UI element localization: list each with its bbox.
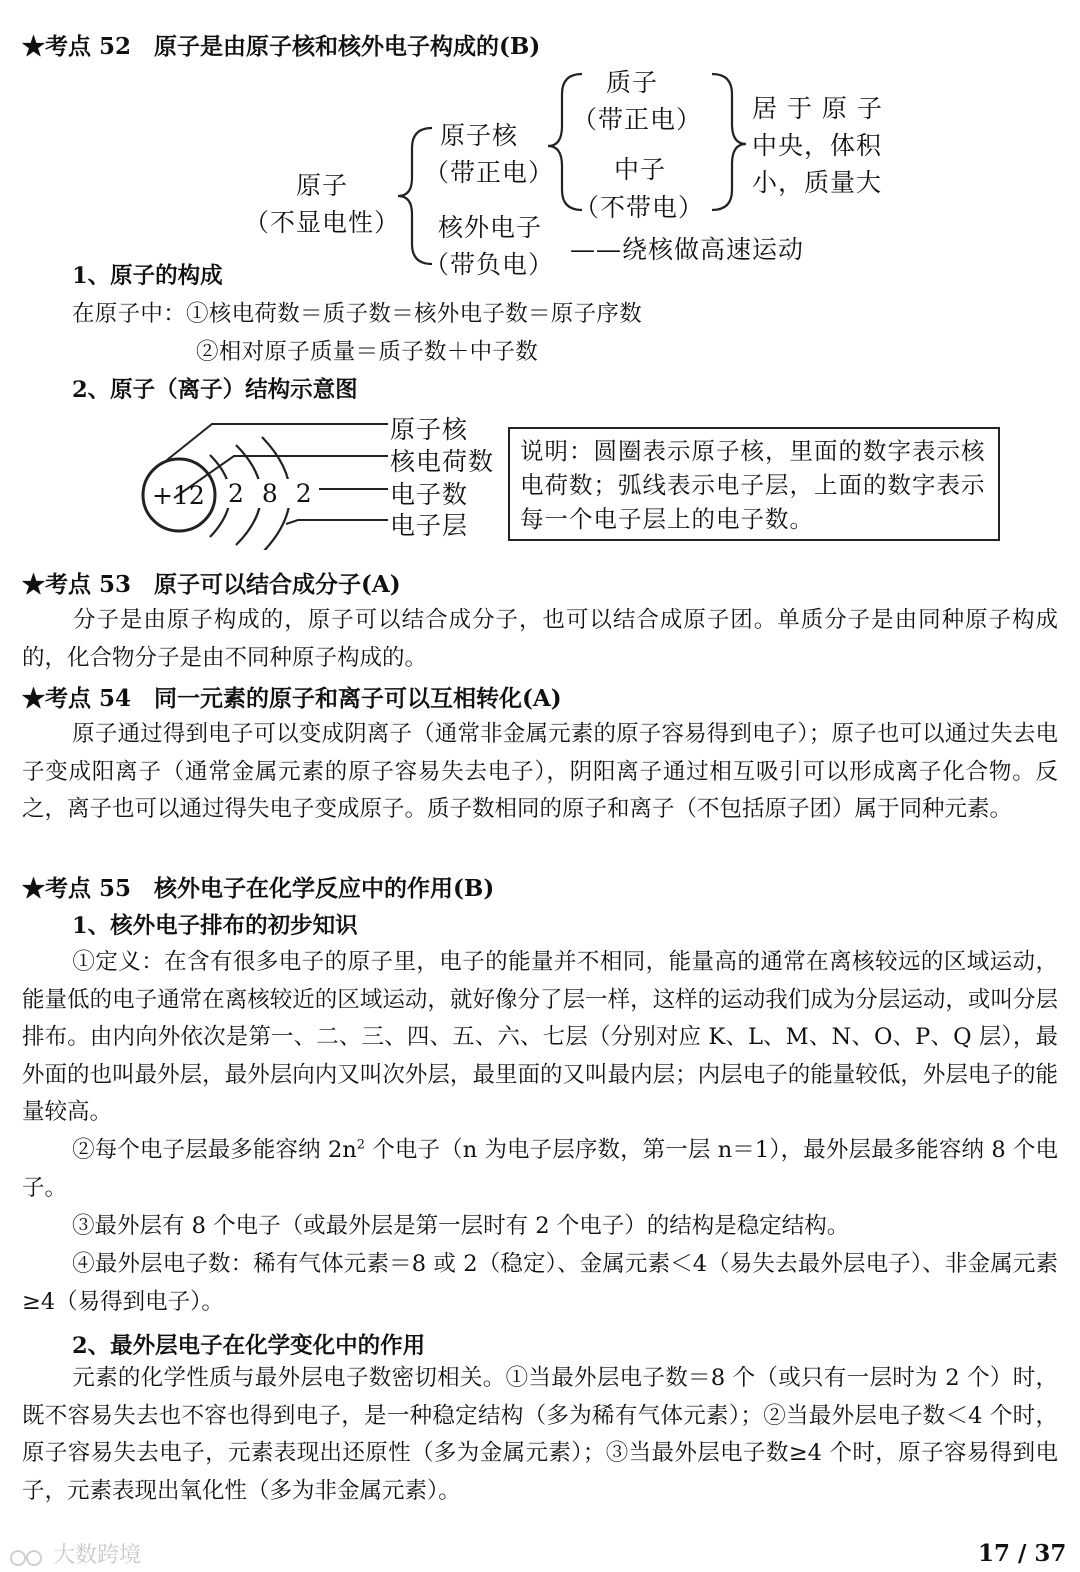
heading-kd55: ★考点 55 核外电子在化学反应中的作用(B): [22, 875, 495, 902]
subheading-outer-electron-role: 2、最外层电子在化学变化中的作用: [72, 1333, 426, 1359]
electron-note: ——绕核做高速运动: [570, 235, 805, 264]
nucleus-charge-value: +12: [152, 481, 205, 510]
neutron-charge-label: （不带电）: [574, 193, 705, 222]
paragraph-kd54: [22, 716, 1058, 829]
capacity-text-a: ②每个电子层最多能容纳 2n: [72, 1137, 357, 1163]
paragraph-kd54-text: 原子通过得到电子可以变成阴离子（通常非金属元素的原子容易得到电子）；原子也可以通过失去电子变成阳离子（通常金属元素的原子容易失去电子），阴阳离子通过相互吸引可以形成离子化合物。反之，离子也可以通过得失电子变成原子。质子数相同的原子和离子（不包括原子团）属于同种元素。: [22, 721, 1058, 823]
label-nucleus: 原子核: [390, 415, 469, 444]
brace-atom: [398, 128, 432, 264]
proton-charge-label: （带正电）: [572, 105, 703, 134]
atom-rule-1: 在原子中：①核电荷数＝质子数＝核外电子数＝原子序数: [72, 301, 643, 327]
atom-charge-label: （不显电性）: [244, 208, 401, 237]
page-number: 17 / 37: [978, 1540, 1067, 1567]
subheading-structure-diagram: 2、原子（离子）结构示意图: [72, 377, 358, 403]
paragraph-definition-text: ①定义：在含有很多电子的原子里，电子的能量并不相同，能量高的通常在离核较远的区域运动，能量低的电子通常在离核较近的区域运动，就好像分了层一样，这样的运动我们成为分层运动，或叫分层排布。由内向外依次是第一、二、三、四、五、六、七层（分别对应 K、L、M、N、O、P、Q 层），最外面的也叫最外层，最外层向内又叫次外层，最里面的又叫最内层；内层电子的能量较低，外层电子的能量较高。: [22, 949, 1058, 1126]
label-nuclear-charge: 核电荷数: [390, 447, 495, 476]
heading-kd52: ★考点 52 原子是由原子核和核外电子构成的(B): [22, 33, 541, 60]
neutron-label: 中子: [614, 155, 667, 184]
capacity-superscript: 2: [356, 1137, 366, 1153]
subheading-electron-arrangement: 1、核外电子排布的初步知识: [72, 913, 358, 939]
heading-kd53: ★考点 53 原子可以结合成分子(A): [22, 571, 401, 598]
schematic-explanation-box: 说明：圆圈表示原子核，里面的数字表示核电荷数；弧线表示电子层，上面的数字表示每一个电子层上的电子数。: [508, 427, 1000, 541]
pointer-nucleus: [162, 424, 388, 464]
paragraph-outer-electrons: [22, 1246, 1058, 1321]
paragraph-stable-structure-text: ③最外层有 8 个电子（或最外层是第一层时有 2 个电子）的结构是稳定结构。: [72, 1213, 850, 1239]
label-electron-layer: 电子层: [390, 511, 469, 540]
subheading-atom-composition: 1、原子的构成: [72, 263, 223, 289]
paragraph-chemical-properties: [22, 1360, 1058, 1510]
nucleus-note-line-2: 中央，体积: [752, 131, 883, 160]
nucleus-label: 原子核: [440, 121, 519, 150]
nucleus-note-line-1: 居 于 原 子: [752, 94, 883, 123]
capacity-text-b: 个电子（n 为电子层序数，第一层 n＝1），最外层最多能容纳 8 个电子。: [22, 1137, 1059, 1201]
nucleus-note-line-3: 小，质量大: [752, 168, 883, 197]
nucleus-charge-label: （带正电）: [424, 158, 555, 187]
watermark: [8, 1538, 141, 1569]
pointer-layer: [286, 520, 388, 524]
electron-charge-label: （带负电）: [424, 250, 555, 279]
paragraph-chemical-properties-text: 元素的化学性质与最外层电子数密切相关。①当最外层电子数＝8 个（或只有一层时为 2 个）时，既不容易失去也不容也得到电子，是一种稳定结构（多为稀有气体元素）；②当最外层电子数＜4 个时，原子容易失去电子，元素表现出还原性（多为金属元素）；③当最外层电子数≥4 个时，原子容易得到电子，元素表现出氧化性（多为非金属元素）。: [22, 1365, 1058, 1504]
label-electron-count: 电子数: [390, 480, 469, 509]
watermark-logo-icon: [8, 1547, 48, 1569]
watermark-text: 大数跨境: [53, 1543, 142, 1568]
paragraph-definition: [22, 944, 1058, 1132]
proton-label: 质子: [606, 68, 659, 97]
atom-label: 原子: [296, 171, 349, 200]
paragraph-kd53-text: 分子是由原子构成的，原子可以结合成分子，也可以结合成原子团。单质分子是由同种原子构成的，化合物分子是由不同种原子构成的。: [22, 607, 1058, 671]
paragraph-kd53: [22, 602, 1058, 677]
brace-note: [712, 74, 746, 210]
heading-kd54: ★考点 54 同一元素的原子和离子可以互相转化(A): [22, 685, 562, 712]
atom-rule-2: ②相对原子质量＝质子数＋中子数: [196, 339, 539, 365]
electron-label: 核外电子: [438, 213, 543, 242]
paragraph-capacity: [22, 1132, 1058, 1207]
paragraph-stable-structure: [22, 1208, 1058, 1246]
shell-electron-counts: 2 8 2: [228, 479, 317, 508]
paragraph-outer-electrons-text: ④最外层电子数：稀有气体元素＝8 或 2（稳定）、金属元素＜4（易失去最外层电子）、非金属元素≥4（易得到电子）。: [22, 1251, 1058, 1315]
